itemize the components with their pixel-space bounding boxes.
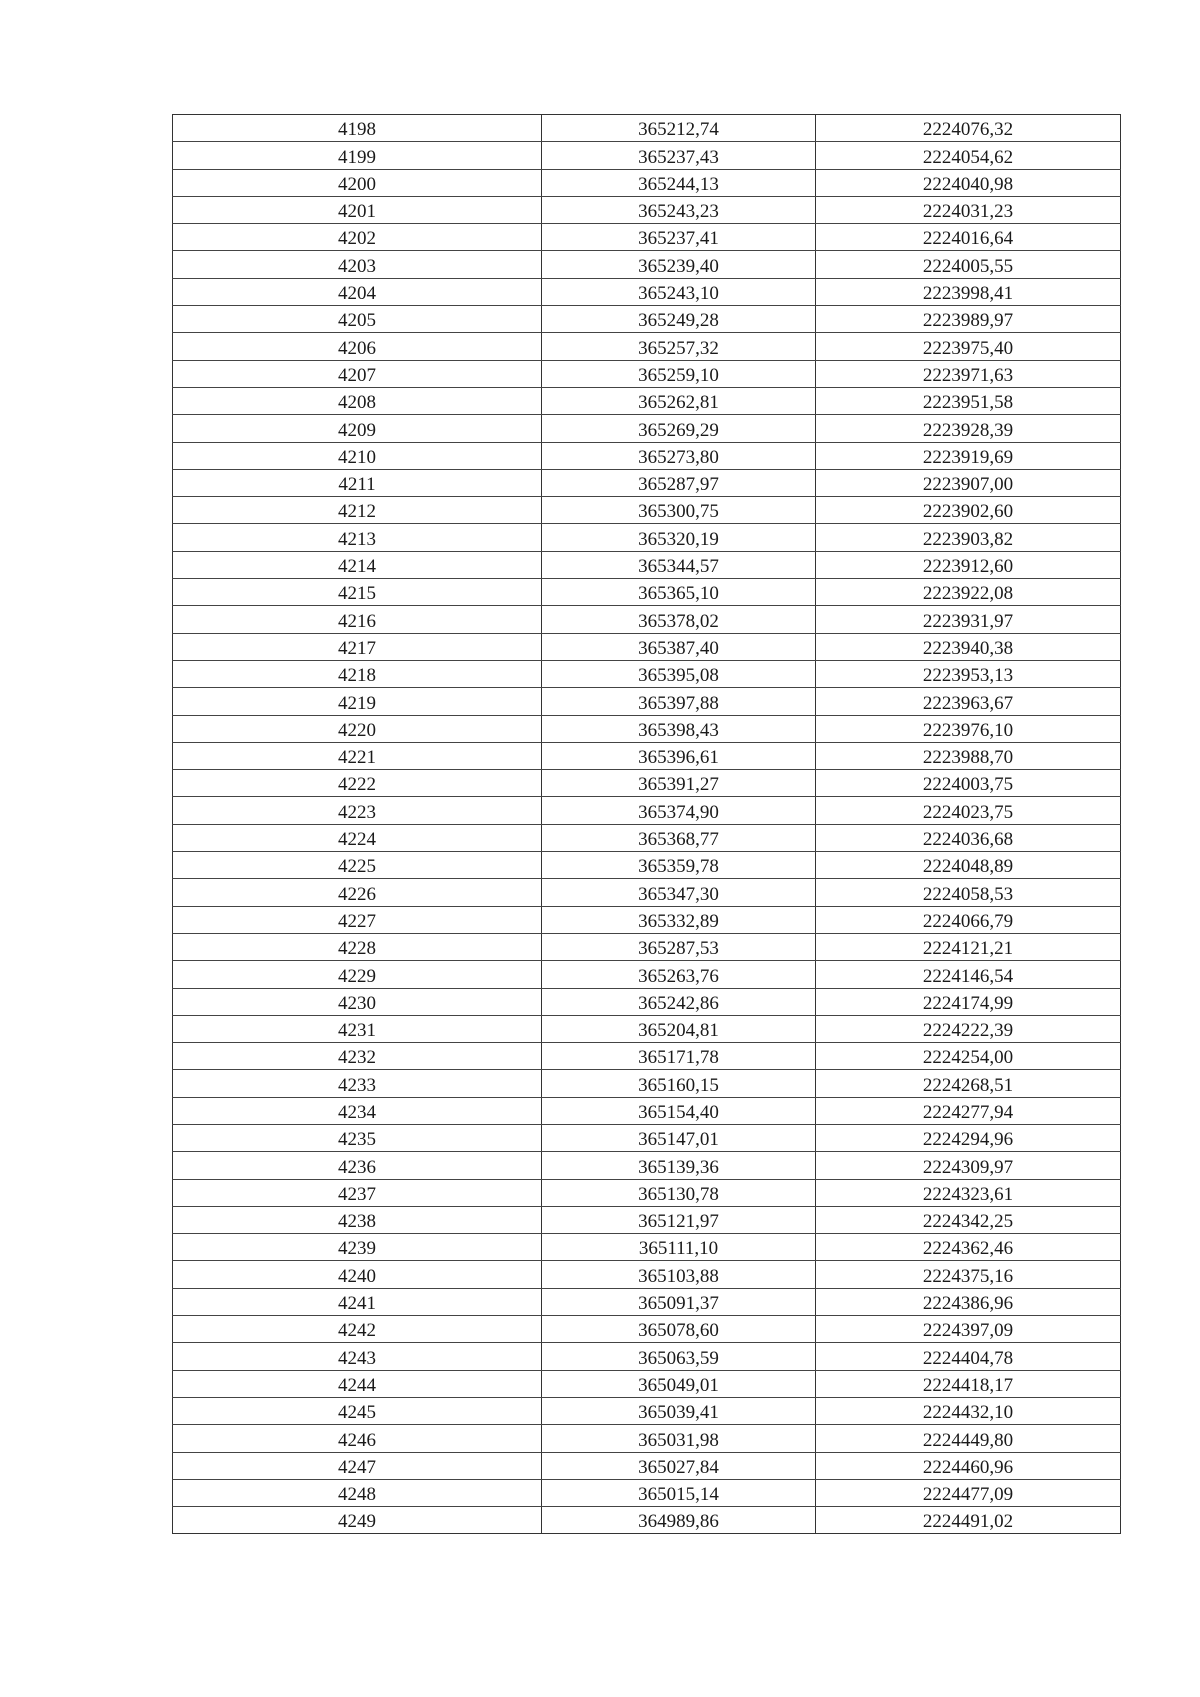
point-number-cell: 4203 xyxy=(173,251,542,278)
point-number-cell: 4240 xyxy=(173,1261,542,1288)
y-coordinate-cell: 2223902,60 xyxy=(816,497,1121,524)
table-row xyxy=(173,1043,1121,1070)
point-number-cell: 4213 xyxy=(173,524,542,551)
y-coordinate-cell: 2224076,32 xyxy=(816,115,1121,142)
point-number-cell: 4236 xyxy=(173,1152,542,1179)
table-row xyxy=(173,415,1121,442)
y-coordinate-cell: 2224268,51 xyxy=(816,1070,1121,1097)
x-coordinate-cell: 365031,98 xyxy=(542,1425,816,1452)
point-number-cell: 4232 xyxy=(173,1043,542,1070)
y-coordinate-cell: 2223903,82 xyxy=(816,524,1121,551)
point-number-cell: 4218 xyxy=(173,660,542,687)
table-row xyxy=(173,306,1121,333)
table-row xyxy=(173,742,1121,769)
point-number-cell: 4214 xyxy=(173,551,542,578)
y-coordinate-cell: 2224323,61 xyxy=(816,1179,1121,1206)
y-coordinate-cell: 2224386,96 xyxy=(816,1288,1121,1315)
point-number-cell: 4224 xyxy=(173,824,542,851)
point-number-cell: 4233 xyxy=(173,1070,542,1097)
y-coordinate-cell: 2223919,69 xyxy=(816,442,1121,469)
table-row xyxy=(173,961,1121,988)
point-number-cell: 4220 xyxy=(173,715,542,742)
x-coordinate-cell: 365244,13 xyxy=(542,169,816,196)
table-row xyxy=(173,1370,1121,1397)
y-coordinate-cell: 2224222,39 xyxy=(816,1015,1121,1042)
y-coordinate-cell: 2224066,79 xyxy=(816,906,1121,933)
table-row xyxy=(173,524,1121,551)
y-coordinate-cell: 2223998,41 xyxy=(816,278,1121,305)
x-coordinate-cell: 365259,10 xyxy=(542,360,816,387)
x-coordinate-cell: 365374,90 xyxy=(542,797,816,824)
x-coordinate-cell: 364989,86 xyxy=(542,1507,816,1534)
y-coordinate-cell: 2224362,46 xyxy=(816,1234,1121,1261)
y-coordinate-cell: 2224460,96 xyxy=(816,1452,1121,1479)
table-row xyxy=(173,852,1121,879)
point-number-cell: 4217 xyxy=(173,633,542,660)
y-coordinate-cell: 2224449,80 xyxy=(816,1425,1121,1452)
y-coordinate-cell: 2223940,38 xyxy=(816,633,1121,660)
y-coordinate-cell: 2224404,78 xyxy=(816,1343,1121,1370)
table-row xyxy=(173,1452,1121,1479)
y-coordinate-cell: 2224418,17 xyxy=(816,1370,1121,1397)
table-row xyxy=(173,688,1121,715)
point-number-cell: 4201 xyxy=(173,196,542,223)
x-coordinate-cell: 365368,77 xyxy=(542,824,816,851)
point-number-cell: 4216 xyxy=(173,606,542,633)
y-coordinate-cell: 2224491,02 xyxy=(816,1507,1121,1534)
x-coordinate-cell: 365257,32 xyxy=(542,333,816,360)
x-coordinate-cell: 365262,81 xyxy=(542,387,816,414)
x-coordinate-cell: 365091,37 xyxy=(542,1288,816,1315)
x-coordinate-cell: 365237,41 xyxy=(542,224,816,251)
y-coordinate-cell: 2224005,55 xyxy=(816,251,1121,278)
table-row xyxy=(173,660,1121,687)
x-coordinate-cell: 365027,84 xyxy=(542,1452,816,1479)
x-coordinate-cell: 365139,36 xyxy=(542,1152,816,1179)
table-row xyxy=(173,1425,1121,1452)
y-coordinate-cell: 2223989,97 xyxy=(816,306,1121,333)
x-coordinate-cell: 365387,40 xyxy=(542,633,816,660)
x-coordinate-cell: 365015,14 xyxy=(542,1479,816,1506)
x-coordinate-cell: 365147,01 xyxy=(542,1124,816,1151)
y-coordinate-cell: 2224397,09 xyxy=(816,1316,1121,1343)
y-coordinate-cell: 2224016,64 xyxy=(816,224,1121,251)
x-coordinate-cell: 365239,40 xyxy=(542,251,816,278)
y-coordinate-cell: 2224277,94 xyxy=(816,1097,1121,1124)
table-row xyxy=(173,1097,1121,1124)
table-row xyxy=(173,196,1121,223)
point-number-cell: 4225 xyxy=(173,852,542,879)
point-number-cell: 4243 xyxy=(173,1343,542,1370)
point-number-cell: 4206 xyxy=(173,333,542,360)
x-coordinate-cell: 365273,80 xyxy=(542,442,816,469)
table-row xyxy=(173,1206,1121,1233)
x-coordinate-cell: 365287,97 xyxy=(542,469,816,496)
point-number-cell: 4205 xyxy=(173,306,542,333)
point-number-cell: 4237 xyxy=(173,1179,542,1206)
point-number-cell: 4200 xyxy=(173,169,542,196)
x-coordinate-cell: 365237,43 xyxy=(542,142,816,169)
point-number-cell: 4238 xyxy=(173,1206,542,1233)
table-row xyxy=(173,633,1121,660)
x-coordinate-cell: 365344,57 xyxy=(542,551,816,578)
table-row xyxy=(173,1288,1121,1315)
y-coordinate-cell: 2224342,25 xyxy=(816,1206,1121,1233)
point-number-cell: 4245 xyxy=(173,1397,542,1424)
x-coordinate-cell: 365243,10 xyxy=(542,278,816,305)
y-coordinate-cell: 2224121,21 xyxy=(816,933,1121,960)
y-coordinate-cell: 2224040,98 xyxy=(816,169,1121,196)
x-coordinate-cell: 365204,81 xyxy=(542,1015,816,1042)
table-row xyxy=(173,442,1121,469)
point-number-cell: 4223 xyxy=(173,797,542,824)
table-row xyxy=(173,1479,1121,1506)
table-row xyxy=(173,224,1121,251)
y-coordinate-cell: 2224058,53 xyxy=(816,879,1121,906)
x-coordinate-cell: 365160,15 xyxy=(542,1070,816,1097)
point-number-cell: 4219 xyxy=(173,688,542,715)
point-number-cell: 4244 xyxy=(173,1370,542,1397)
point-number-cell: 4228 xyxy=(173,933,542,960)
point-number-cell: 4211 xyxy=(173,469,542,496)
table-row xyxy=(173,879,1121,906)
table-row xyxy=(173,333,1121,360)
y-coordinate-cell: 2224023,75 xyxy=(816,797,1121,824)
point-number-cell: 4226 xyxy=(173,879,542,906)
x-coordinate-cell: 365396,61 xyxy=(542,742,816,769)
y-coordinate-cell: 2224432,10 xyxy=(816,1397,1121,1424)
table-row xyxy=(173,933,1121,960)
point-number-cell: 4249 xyxy=(173,1507,542,1534)
x-coordinate-cell: 365039,41 xyxy=(542,1397,816,1424)
x-coordinate-cell: 365212,74 xyxy=(542,115,816,142)
point-number-cell: 4246 xyxy=(173,1425,542,1452)
point-number-cell: 4230 xyxy=(173,988,542,1015)
point-number-cell: 4227 xyxy=(173,906,542,933)
x-coordinate-cell: 365347,30 xyxy=(542,879,816,906)
point-number-cell: 4198 xyxy=(173,115,542,142)
y-coordinate-cell: 2224146,54 xyxy=(816,961,1121,988)
y-coordinate-cell: 2224054,62 xyxy=(816,142,1121,169)
point-number-cell: 4241 xyxy=(173,1288,542,1315)
y-coordinate-cell: 2223988,70 xyxy=(816,742,1121,769)
x-coordinate-cell: 365078,60 xyxy=(542,1316,816,1343)
x-coordinate-cell: 365397,88 xyxy=(542,688,816,715)
y-coordinate-cell: 2223963,67 xyxy=(816,688,1121,715)
x-coordinate-cell: 365332,89 xyxy=(542,906,816,933)
table-row xyxy=(173,1070,1121,1097)
x-coordinate-cell: 365395,08 xyxy=(542,660,816,687)
y-coordinate-cell: 2223971,63 xyxy=(816,360,1121,387)
y-coordinate-cell: 2223976,10 xyxy=(816,715,1121,742)
x-coordinate-cell: 365300,75 xyxy=(542,497,816,524)
x-coordinate-cell: 365320,19 xyxy=(542,524,816,551)
x-coordinate-cell: 365154,40 xyxy=(542,1097,816,1124)
x-coordinate-cell: 365249,28 xyxy=(542,306,816,333)
y-coordinate-cell: 2224174,99 xyxy=(816,988,1121,1015)
table-row xyxy=(173,1015,1121,1042)
y-coordinate-cell: 2223951,58 xyxy=(816,387,1121,414)
table-row xyxy=(173,551,1121,578)
x-coordinate-cell: 365391,27 xyxy=(542,770,816,797)
table-row xyxy=(173,1507,1121,1534)
x-coordinate-cell: 365242,86 xyxy=(542,988,816,1015)
point-number-cell: 4209 xyxy=(173,415,542,442)
y-coordinate-cell: 2223931,97 xyxy=(816,606,1121,633)
table-row xyxy=(173,1152,1121,1179)
y-coordinate-cell: 2223975,40 xyxy=(816,333,1121,360)
table-row xyxy=(173,387,1121,414)
x-coordinate-cell: 365263,76 xyxy=(542,961,816,988)
point-number-cell: 4242 xyxy=(173,1316,542,1343)
x-coordinate-cell: 365103,88 xyxy=(542,1261,816,1288)
x-coordinate-cell: 365049,01 xyxy=(542,1370,816,1397)
table-row xyxy=(173,1343,1121,1370)
point-number-cell: 4222 xyxy=(173,770,542,797)
y-coordinate-cell: 2223922,08 xyxy=(816,579,1121,606)
table-row xyxy=(173,1397,1121,1424)
y-coordinate-cell: 2224309,97 xyxy=(816,1152,1121,1179)
x-coordinate-cell: 365121,97 xyxy=(542,1206,816,1233)
point-number-cell: 4204 xyxy=(173,278,542,305)
table-row xyxy=(173,770,1121,797)
x-coordinate-cell: 365063,59 xyxy=(542,1343,816,1370)
x-coordinate-cell: 365243,23 xyxy=(542,196,816,223)
y-coordinate-cell: 2223907,00 xyxy=(816,469,1121,496)
table-row xyxy=(173,142,1121,169)
table-row xyxy=(173,115,1121,142)
table-row xyxy=(173,1124,1121,1151)
point-number-cell: 4215 xyxy=(173,579,542,606)
point-number-cell: 4221 xyxy=(173,742,542,769)
point-number-cell: 4202 xyxy=(173,224,542,251)
point-number-cell: 4199 xyxy=(173,142,542,169)
table-row xyxy=(173,169,1121,196)
table-row xyxy=(173,497,1121,524)
table-row xyxy=(173,1179,1121,1206)
point-number-cell: 4229 xyxy=(173,961,542,988)
table-row xyxy=(173,469,1121,496)
x-coordinate-cell: 365287,53 xyxy=(542,933,816,960)
y-coordinate-cell: 2224477,09 xyxy=(816,1479,1121,1506)
coordinates-table xyxy=(172,114,1121,1534)
table-row xyxy=(173,579,1121,606)
point-number-cell: 4239 xyxy=(173,1234,542,1261)
y-coordinate-cell: 2224254,00 xyxy=(816,1043,1121,1070)
table-row xyxy=(173,1234,1121,1261)
y-coordinate-cell: 2224003,75 xyxy=(816,770,1121,797)
point-number-cell: 4248 xyxy=(173,1479,542,1506)
point-number-cell: 4212 xyxy=(173,497,542,524)
table-row xyxy=(173,251,1121,278)
table-row xyxy=(173,1261,1121,1288)
table-row xyxy=(173,278,1121,305)
point-number-cell: 4208 xyxy=(173,387,542,414)
point-number-cell: 4207 xyxy=(173,360,542,387)
y-coordinate-cell: 2223928,39 xyxy=(816,415,1121,442)
x-coordinate-cell: 365359,78 xyxy=(542,852,816,879)
x-coordinate-cell: 365365,10 xyxy=(542,579,816,606)
point-number-cell: 4210 xyxy=(173,442,542,469)
x-coordinate-cell: 365269,29 xyxy=(542,415,816,442)
y-coordinate-cell: 2224036,68 xyxy=(816,824,1121,851)
y-coordinate-cell: 2224048,89 xyxy=(816,852,1121,879)
point-number-cell: 4231 xyxy=(173,1015,542,1042)
y-coordinate-cell: 2223953,13 xyxy=(816,660,1121,687)
y-coordinate-cell: 2224031,23 xyxy=(816,196,1121,223)
point-number-cell: 4235 xyxy=(173,1124,542,1151)
y-coordinate-cell: 2223912,60 xyxy=(816,551,1121,578)
table-row xyxy=(173,824,1121,851)
table-row xyxy=(173,1316,1121,1343)
table-body xyxy=(173,115,1121,1534)
x-coordinate-cell: 365398,43 xyxy=(542,715,816,742)
y-coordinate-cell: 2224375,16 xyxy=(816,1261,1121,1288)
table-row xyxy=(173,988,1121,1015)
table-row xyxy=(173,360,1121,387)
table-row xyxy=(173,906,1121,933)
x-coordinate-cell: 365171,78 xyxy=(542,1043,816,1070)
table-row xyxy=(173,606,1121,633)
table-row xyxy=(173,797,1121,824)
x-coordinate-cell: 365111,10 xyxy=(542,1234,816,1261)
x-coordinate-cell: 365130,78 xyxy=(542,1179,816,1206)
point-number-cell: 4247 xyxy=(173,1452,542,1479)
y-coordinate-cell: 2224294,96 xyxy=(816,1124,1121,1151)
point-number-cell: 4234 xyxy=(173,1097,542,1124)
x-coordinate-cell: 365378,02 xyxy=(542,606,816,633)
table-row xyxy=(173,715,1121,742)
